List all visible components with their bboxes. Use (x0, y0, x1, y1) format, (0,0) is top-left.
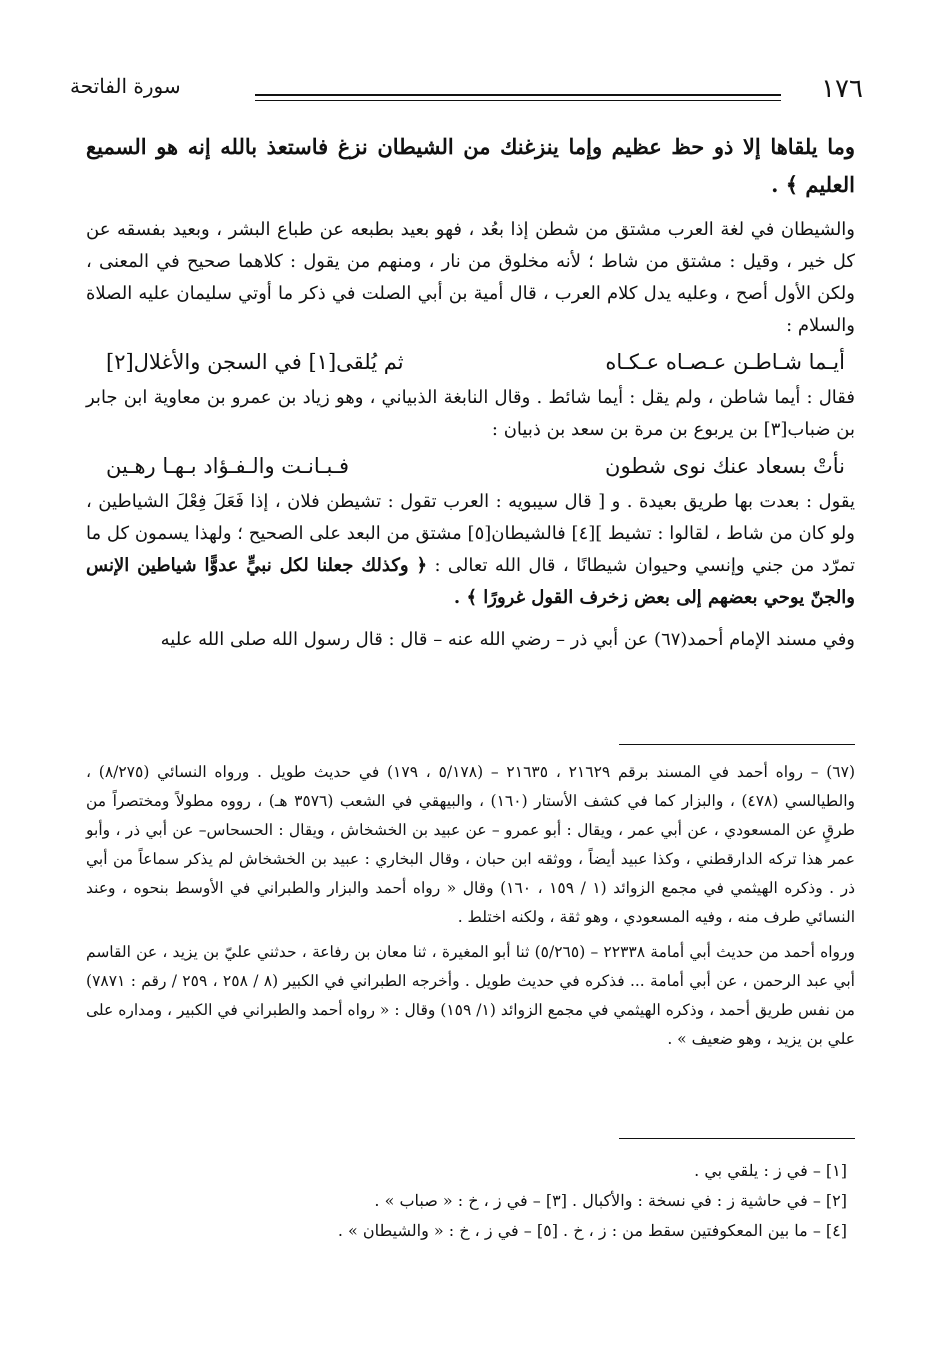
paragraph: والشيطان في لغة العرب مشتق من شطن إذا بعُد ، فهو بعيد بطبعه عن طباع البشر ، وبعيد بفسقه عن كل خير ، وقيل : مشتق من شاط ؛ لأنه مخلوق من نار ، ومنهم من يقول : كلاهما صحيح في المعنى ، ولكن الأول أصح ، وعليه يدل كلام العرب ، قال أمية بن أبي الصلت في ذكر ما أوتي سليمان عليه الصلاة والسلام : (86, 219, 855, 336)
header-rule-thin (255, 100, 781, 101)
poem-hemistich-first: نأتْ بسعاد عنك نوى شطون (605, 454, 845, 478)
footnote: (٦٧) – رواه أحمد في المسند برقم ٢١٦٢٩ ، ٢١٦٣٥ – (٥/١٧٨ ، ١٧٩) في حديث طويل . ورواه النسائي (٨/٢٧٥) ، والطيالسي (٤٧٨) ، والبزار كما في كشف الأستار (١٦٠) ، والبيهقي في الشعب (٣٥٧٦ هـ) ، رووه مطولاً ومختصراً من طرقٍ عن المسعودي ، عن أبي عمر ، ويقال : أبو عمرو – عن عبيد بن الخشخاش ، ويقال : الحسحاس– عن أبي ذر ، وأبو عمر هذا تركه الدارقطني ، وكذا عبيد أيضاً ، ووثقه ابن حبان ، وقال البخاري : عبيد بن الخشخاش لم يذكر سماعاً من أبي ذر . وذكره الهيثمي في مجمع الزوائد (١ / ١٥٩ ، ١٦٠) وقال « رواه أحمد والبزار والطبراني في الأوسط بنحوه ، وعند النسائي طرف منه ، وفيه المسعودي ، وهو ثقة ، ولكنه اختلط . (86, 763, 856, 926)
poem-verse (86, 446, 855, 486)
quran-verse-inline: ﴿ وكذلك جعلنا لكل نبيٍّ عدوًّا شياطين الإنس والجنّ يوحي بعضهم إلى بعض زخرف القول غرورًا ﴾ . (86, 555, 855, 608)
variant-note: [٤] – ما بين المعكوفتين سقط من : ز ، خ . [٥] – في ز ، خ : « والشيطان » . (337, 1221, 847, 1240)
footnotes (86, 758, 855, 1054)
poem-hemistich-second: ثم يُلقى[١] في السجن والأغلال[٢] (106, 350, 404, 374)
footnote: ورواه أحمد من حديث أبي أمامة ٢٢٣٣٨ – (٥/٢٦٥) ثنا أبو المغيرة ، ثنا معان بن رفاعة ، حدثني عليّ بن يزيد ، عن القاسم أبي عبد الرحمن ، عن أبي أمامة ... فذكره في حديث طويل . وأخرجه الطبراني في الكبير (٨ / ٢٥٨ ، ٢٥٩ / رقم : ٧٨٧١) من نفس طريق أحمد ، وذكره الهيثمي في مجمع الزوائد (١/ ١٥٩) وقال : « رواه أحمد والطبراني في الكبير ، ومداره على علي بن يزيد ، وهو ضعيف » . (86, 943, 855, 1048)
quran-verse: وما يلقاها إلا ذو حظ عظيم وإما ينزغنك من الشيطان نزغ فاستعذ بالله إنه هو السميع العليم ﴾ . (86, 134, 855, 197)
paragraph (86, 486, 855, 614)
page-number: ١٧٦ (821, 74, 863, 104)
footnote-separator (619, 744, 855, 745)
paragraph-text: يقول : بعدت بها طريق بعيدة . و [ قال سيبويه : العرب تقول : تشيطن فلان ، إذا فَعَلَ فِعْلَ الشياطين ، ولو كان من شاط ، لقالوا : تشيط ][٤] فالشيطان[٥] مشتق من البعد على الصحيح ؛ ولهذا يسمون كل ما تمرّد من جني وإنسي وحيوان شيطانًا ، قال الله تعالى : (86, 491, 855, 576)
poem-hemistich-second: فـبـانـت والـفـؤاد بـهـا رهـين (106, 454, 349, 478)
main-text (86, 128, 855, 656)
paragraph: وفي مسند الإمام أحمد(٦٧) عن أبي ذر – رضي الله عنه – قال : قال رسول الله صلى الله عليه (160, 629, 855, 650)
poem-verse (86, 342, 855, 382)
manuscript-variants (86, 1156, 847, 1246)
page-header (70, 70, 863, 110)
header-rule (255, 94, 781, 96)
surah-title: سورة الفاتحة (70, 74, 181, 98)
variant-note: [١] – في ز : يلقي بي . (694, 1161, 847, 1180)
paragraph: فقال : أيما شاطن ، ولم يقل : أيما شائط . وقال النابغة الذبياني ، وهو زياد بن عمرو بن معاوية ابن جابر بن ضباب[٣] بن يربوع بن مرة بن سعد بن ذبيان : (86, 387, 855, 440)
variant-note: [٢] – في حاشية ز : في نسخة : والأكبال . [٣] – في ز ، خ : « صباب » . (374, 1191, 847, 1210)
poem-hemistich-first: أيـما شـاطـن عـصـاه عـكـاه (605, 350, 845, 374)
variants-separator (619, 1138, 855, 1139)
